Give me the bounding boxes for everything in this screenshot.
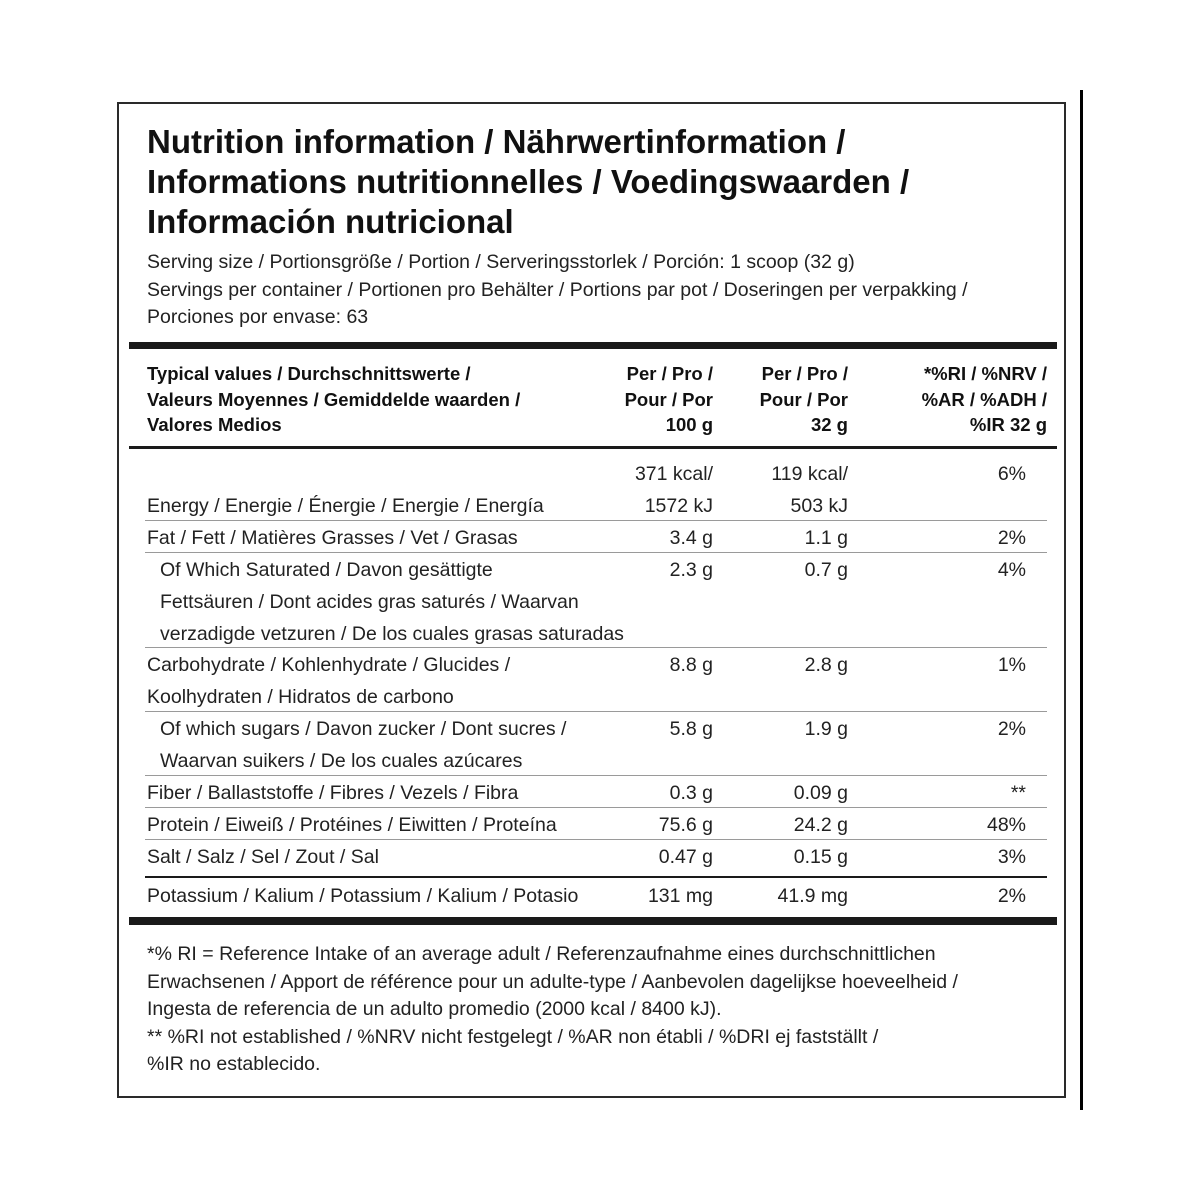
servings-per-container: Porciones por envase: 63 — [147, 306, 369, 328]
value-ri: 3% — [997, 846, 1026, 868]
page-edge-line — [1080, 90, 1083, 1110]
value-per-100g: 3.4 g — [669, 527, 713, 549]
value-per-32g — [719, 458, 848, 522]
footnote-line: Erwachsenen / Apport de référence pour un adulte-type / Aanbevolen dagelijkse hoeveelheid / — [147, 970, 958, 993]
header-line: 100 g — [665, 414, 713, 435]
value-ri: 1% — [997, 654, 1026, 676]
row-divider — [145, 876, 1047, 878]
value-ri: 2% — [997, 718, 1026, 740]
header-line: Pour / Por — [624, 388, 713, 410]
footnote-line: *% RI = Reference Intake of an average adult / Referenzaufnahme eines durchschnittlichen — [147, 943, 936, 965]
header-line: %AR / %ADH / — [921, 388, 1047, 410]
header-typical-values — [147, 361, 577, 438]
header-per-100g — [559, 361, 713, 438]
header-line: Per / Pro / — [626, 363, 713, 384]
footnote-line: Ingesta de referencia de un adulto promedio (2000 kcal / 8400 kJ). — [147, 998, 722, 1020]
value-per-100g: 5.8 g — [669, 718, 713, 740]
row-label-line: verzadigde vetzuren / De los cuales grasas saturadas — [160, 623, 624, 645]
value-ri: 4% — [997, 559, 1026, 581]
value-ri: 48% — [986, 814, 1026, 836]
row-label-line: Koolhydraten / Hidratos de carbono — [147, 686, 454, 708]
serving-size: Serving size / Portionsgröße / Portion / Serveringsstorlek / Porción: 1 scoop (32 g) — [147, 251, 855, 273]
thick-rule — [129, 342, 1057, 349]
row-divider — [145, 775, 1047, 776]
value-line: 1572 kJ — [644, 495, 713, 517]
value-per-32g: 0.7 g — [804, 559, 848, 581]
row-label-line: Fettsäuren / Dont acides gras saturés / Waarvan — [160, 591, 579, 613]
row-label-line: Carbohydrate / Kohlenhydrate / Glucides / — [147, 654, 511, 676]
row-label: Potassium / Kalium / Potassium / Kalium / Potasio — [147, 885, 579, 907]
thick-rule — [129, 917, 1057, 925]
row-divider — [145, 807, 1047, 808]
value-per-32g: 0.15 g — [793, 846, 848, 868]
header-line: *%RI / %NRV / — [923, 363, 1047, 384]
value-ri: ** — [1010, 782, 1026, 804]
servings-per-container: Servings per container / Portionen pro Behälter / Portions par pot / Doseringen per verpakking / — [147, 278, 968, 301]
row-label: Protein / Eiweiß / Protéines / Eiwitten / Proteína — [147, 814, 557, 836]
footnote-line: %IR no establecido. — [147, 1053, 321, 1075]
nutrition-title — [147, 122, 1047, 242]
row-label-line: Of which sugars / Davon zucker / Dont sucres / — [160, 718, 567, 740]
value-per-32g: 41.9 mg — [777, 885, 848, 907]
value-per-100g: 75.6 g — [658, 814, 713, 836]
row-label-line — [147, 458, 627, 490]
footnote-line: ** %RI not established / %NRV nicht festgelegt / %AR non établi / %DRI ej fastställt / — [147, 1025, 879, 1048]
header-ri — [879, 361, 1047, 438]
header-line: Pour / Por — [759, 388, 848, 410]
value-per-100g: 2.3 g — [669, 559, 713, 581]
value-ri: 2% — [997, 527, 1026, 549]
header-line: 32 g — [810, 414, 848, 435]
title-line: Informations nutritionnelles / Voedingswaarden / — [147, 163, 910, 200]
title-line: Nutrition information / Nährwertinformation / — [147, 123, 846, 160]
value-per-32g: 0.09 g — [793, 782, 848, 804]
header-per-32g — [719, 361, 848, 438]
row-label — [147, 649, 627, 713]
header-rule — [129, 446, 1057, 449]
row-divider — [145, 839, 1047, 840]
row-divider — [145, 552, 1047, 553]
row-label: Fat / Fett / Matières Grasses / Vet / Grasas — [147, 527, 518, 549]
value-per-32g: 1.1 g — [804, 527, 848, 549]
value-per-32g: 1.9 g — [804, 718, 848, 740]
value-per-100g: 0.3 g — [669, 782, 713, 804]
value-line: 371 kcal/ — [634, 463, 713, 485]
header-line: Valores Medios — [147, 414, 282, 435]
value-per-100g — [559, 458, 713, 522]
row-divider — [145, 520, 1047, 521]
header-line: %IR 32 g — [969, 414, 1047, 435]
value-ri: 6% — [997, 463, 1026, 485]
value-per-32g: 24.2 g — [793, 814, 848, 836]
row-label: Fiber / Ballaststoffe / Fibres / Vezels / Fibra — [147, 782, 519, 804]
row-divider — [145, 711, 1047, 712]
value-per-100g: 8.8 g — [669, 654, 713, 676]
title-line: Información nutricional — [147, 203, 514, 240]
serving-info — [147, 249, 1047, 332]
value-ri: 2% — [997, 885, 1026, 907]
row-divider — [145, 647, 1047, 648]
value-line: 119 kcal/ — [771, 463, 848, 485]
footnotes — [147, 941, 1047, 1079]
header-line: Per / Pro / — [761, 363, 848, 384]
header-line: Valeurs Moyennes / Gemiddelde waarden / — [147, 388, 521, 410]
value-per-100g: 0.47 g — [658, 846, 713, 868]
nutrition-label — [117, 102, 1066, 1098]
header-line: Typical values / Durchschnittswerte / — [147, 363, 471, 384]
row-label: Salt / Salz / Sel / Zout / Sal — [147, 846, 379, 868]
value-per-100g: 131 mg — [647, 885, 713, 907]
row-label-line: Waarvan suikers / De los cuales azúcares — [160, 750, 523, 772]
value-per-32g: 2.8 g — [804, 654, 848, 676]
row-label-line: Energy / Energie / Énergie / Energie / Energía — [147, 495, 544, 517]
value-line: 503 kJ — [790, 495, 848, 517]
row-label-line: Of Which Saturated / Davon gesättigte — [160, 559, 493, 581]
row-label — [147, 458, 627, 522]
